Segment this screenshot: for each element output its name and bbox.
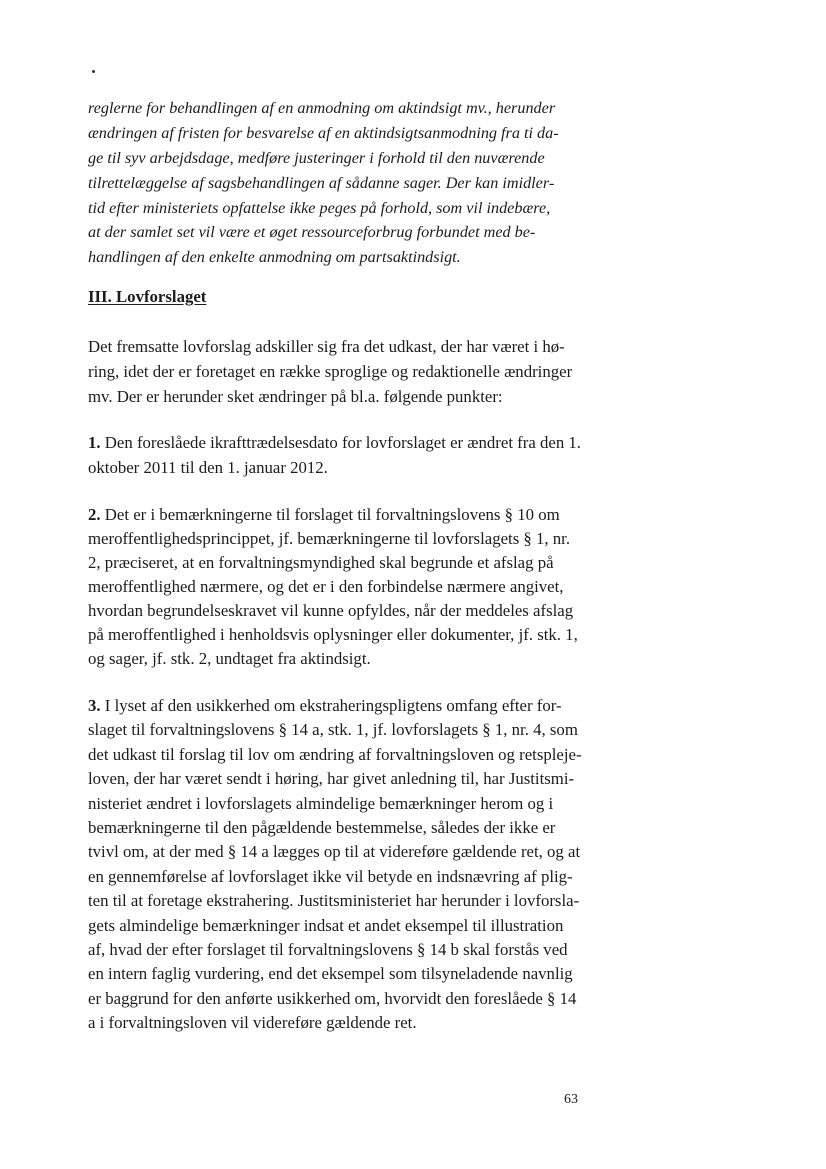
italic-line: reglerne for behandlingen af en anmodning om aktindsigt mv., herunder [88,99,556,117]
point-line: gets almindelige bemærkninger indsat et andet eksempel til illustration [88,916,564,935]
italic-line: at der samlet set vil være et øget ressourceforbrug forbundet med be- [88,223,536,241]
intro-line: Det fremsatte lovforslag adskiller sig fra det udkast, der har været i hø- [88,337,565,356]
point-text: I lyset af den usikkerhed om ekstraheringspligtens omfang efter for- [100,696,562,715]
section-heading: III. Lovforslaget [88,287,207,306]
point-line: meroffentlighed nærmere, og det er i den forbindelse nærmere angivet, [88,577,564,596]
italic-line: ændringen af fristen for besvarelse af en aktindsigtsanmodning fra ti da- [88,124,559,142]
italic-line: tid efter ministeriets opfattelse ikke peges på forhold, som vil indebære, [88,199,551,217]
point-line: nisteriet ændret i lovforslagets almindelige bemærkninger herom og i [88,794,554,813]
point-line: det udkast til forslag til lov om ændring af forvaltningsloven og retspleje- [88,745,582,764]
point-line: hvordan begrundelseskravet vil kunne opfyldes, når der meddeles afslag [88,601,574,620]
point-line: en intern faglig vurdering, end det eksempel som tilsyneladende navnlig [88,964,573,983]
point-line [88,694,562,718]
point-line: bemærkningerne til den pågældende bestemmelse, således der ikke er [88,818,556,837]
point-number: 3. [88,696,101,715]
point-line: slaget til forvaltningslovens § 14 a, stk. 1, jf. lovforslagets § 1, nr. 4, som [88,720,578,739]
point-line: på meroffentlighed i henholdsvis oplysninger eller dokumenter, jf. stk. 1, [88,625,578,644]
scan-speck [92,70,95,73]
point-line: tvivl om, at der med § 14 a lægges op til at videreføre gældende ret, og at [88,842,581,861]
point-line [88,503,560,527]
point-line: loven, der har været sendt i høring, har givet anledning til, har Justitsmi- [88,769,575,788]
point-number: 2. [88,505,101,524]
point-line: er baggrund for den anførte usikkerhed om, hvorvidt den foreslåede § 14 [88,989,577,1008]
point-line: og sager, jf. stk. 2, undtaget fra aktindsigt. [88,649,371,668]
italic-line: handlingen af den enkelte anmodning om partsaktindsigt. [88,248,461,266]
point-line: en gennemførelse af lovforslaget ikke vil betyde en indsnævring af plig- [88,867,573,886]
point-line [88,431,581,455]
point-line: meroffentlighedsprincippet, jf. bemærkningerne til lovforslagets § 1, nr. [88,529,571,548]
point-line: 2, præciseret, at en forvaltningsmyndighed skal begrunde et afslag på [88,553,554,572]
page-number: 63 [564,1092,578,1107]
italic-line: ge til syv arbejdsdage, medføre justeringer i forhold til den nuværende [88,149,545,167]
point-number: 1. [88,433,101,452]
italic-line: tilrettelæggelse af sagsbehandlingen af sådanne sager. Der kan imidler- [88,174,555,192]
point-line: af, hvad der efter forslaget til forvaltningslovens § 14 b skal forstås ved [88,940,568,959]
point-text: Den foreslåede ikrafttrædelsesdato for lovforslaget er ændret fra den 1. [100,433,582,452]
point-line: ten til at foretage ekstrahering. Justitsministeriet har herunder i lovforsla- [88,891,580,910]
point-line: oktober 2011 til den 1. januar 2012. [88,458,328,477]
intro-line: ring, idet der er foretaget en række sproglige og redaktionelle ændringer [88,362,573,381]
point-text: Det er i bemærkningerne til forslaget til forvaltningslovens § 10 om [100,505,560,524]
intro-line: mv. Der er herunder sket ændringer på bl.a. følgende punkter: [88,387,503,406]
point-line: a i forvaltningsloven vil videreføre gældende ret. [88,1013,417,1032]
